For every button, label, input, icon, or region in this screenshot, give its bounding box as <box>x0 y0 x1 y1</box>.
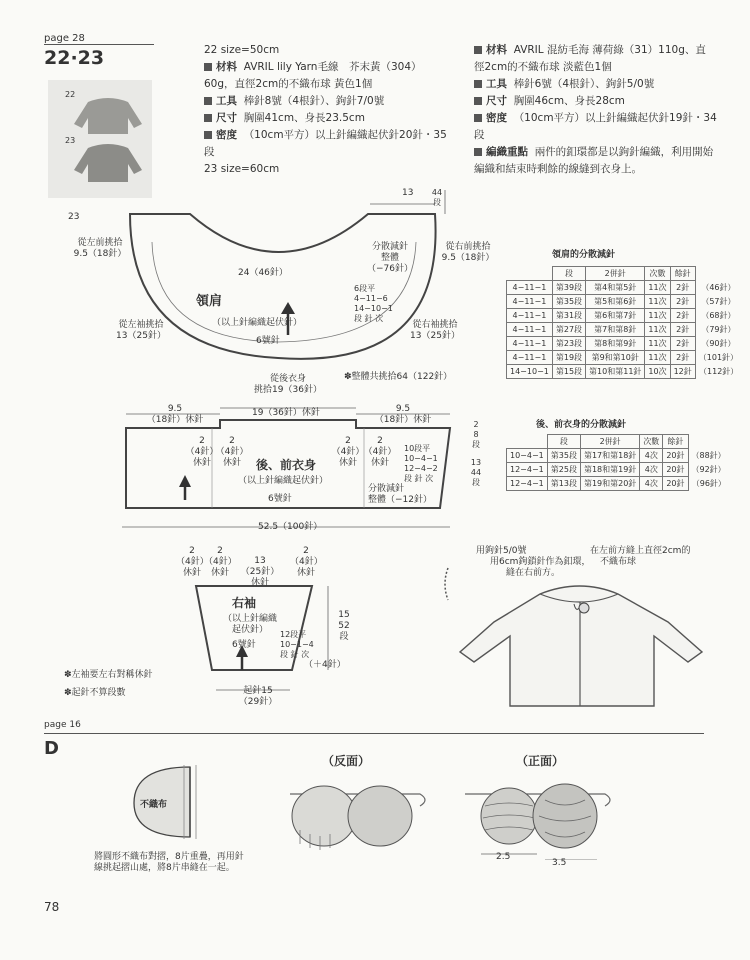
materials-right <box>474 42 736 178</box>
tool-label: 工具 <box>216 95 237 107</box>
body-notch-2: 2 （4針） 休針 <box>215 436 249 468</box>
table-yoke <box>506 266 742 379</box>
note-1: ✽左袖要左右對稱休針 <box>64 670 153 680</box>
body-mid-hold: 19（36針）休針 <box>252 408 320 418</box>
body-notch-3: 2 （4針） 休針 <box>331 436 365 468</box>
tool-text: 棒針6號（4根針）、鉤針5/0號 <box>513 78 655 90</box>
bullet-icon <box>474 148 482 156</box>
total-pick: ✽整體共挑拾64（122針） <box>344 372 453 382</box>
front-label: （正面） <box>516 754 565 768</box>
bullet-icon <box>474 80 482 88</box>
note-2: ✽起針不算段數 <box>64 688 126 698</box>
material-label: 材料 <box>486 44 507 56</box>
size22-line: 22 size=50cm <box>204 44 280 56</box>
ball-front-view <box>455 770 625 860</box>
body-dec: 分散減針 整體（−12針） <box>368 484 432 505</box>
yoke-model: 23 <box>68 212 80 222</box>
material-text2: 徑2cm的不織布球 淡藍色1個 <box>474 61 612 73</box>
thumb-label-23: 23 <box>65 136 76 145</box>
size-text: 胸圍41cm、身長23.5cm <box>243 112 365 124</box>
point-text: 兩件的釦環都是以鉤針編織，利用開始 <box>534 146 714 158</box>
right-front-pick: 從右前挑拾 9.5（18針） <box>441 242 495 263</box>
header-rule <box>44 44 154 45</box>
yoke-needle: 6號針 <box>256 336 280 346</box>
felt-label: 不織布 <box>140 800 168 810</box>
body-width: 52.5（100針） <box>258 522 323 532</box>
table-header: 段 2併針 次數 餘針 <box>507 267 742 281</box>
table-yoke-title: 領肩的分散減針 <box>552 250 616 260</box>
section-d-page-ref: page 16 <box>44 720 81 730</box>
bullet-icon <box>204 97 212 105</box>
thumb-label-22: 22 <box>65 90 76 99</box>
sleeve-top-2: 2 （4針） 休針 <box>204 546 237 578</box>
table-row: 4−11−1 第31段 第6和第7針 11次 2針 （68針） <box>507 309 742 323</box>
bullet-icon <box>204 63 212 71</box>
bullet-icon <box>474 114 482 122</box>
yoke-diagram <box>60 190 500 400</box>
gauge-text: （10cm平方）以上針編織起伏針20針・35 <box>243 129 447 141</box>
yoke-title: 領肩 <box>196 294 223 309</box>
size-label: 尺寸 <box>486 95 507 107</box>
table-row: 4−11−1 第23段 第8和第9針 11次 2針 （90針） <box>507 337 742 351</box>
size23-line: 23 size=60cm <box>204 163 280 175</box>
dim-2-5: 2.5 <box>496 852 511 862</box>
bullet-icon <box>474 97 482 105</box>
chain-loop-icon <box>445 568 448 600</box>
sleeve-increase: （＋4針） <box>304 660 346 670</box>
table-row: 4−11−1 第27段 第7和第8針 11次 2針 （79針） <box>507 323 742 337</box>
body-right-hold: 9.5 （18針）休針 <box>374 404 432 425</box>
table-row: 12−4−1 第13段 第19和第20針 4次 20針 （96針） <box>507 477 730 491</box>
table-header: 段 2併針 次數 餘針 <box>507 435 730 449</box>
size-label: 尺寸 <box>216 112 237 124</box>
section-d-instruction: 將圓形不織布對摺，8片重疊，再用針 線挑起摺山處，將8片串縫在一起。 <box>94 852 244 873</box>
right-sleeve-pick: 從右袖挑拾 13（25針） <box>410 320 460 341</box>
left-sleeve-pick: 從左袖挑拾 13（25針） <box>116 320 166 341</box>
ball-reverse-view <box>270 770 440 860</box>
body-title: 後、前衣身 <box>256 458 317 472</box>
point-label: 編織重點 <box>486 146 528 158</box>
yoke-top-dim-rows: 44 段 <box>431 188 443 207</box>
table-body-title: 後、前衣身的分散減針 <box>536 420 627 430</box>
point-text2: 編織和結束時剩餘的線縫到衣身上。 <box>474 163 642 175</box>
sleeve-cast: 起針15 （29針） <box>238 686 278 707</box>
body-needle: 6號針 <box>268 494 292 504</box>
body-notch-1: 2 （4針） 休針 <box>185 436 219 468</box>
page-ref: page 28 <box>44 33 85 44</box>
material-label: 材料 <box>216 61 237 73</box>
sleeve-top-mid: 13 （25針） 休針 <box>240 556 280 588</box>
table-row: 4−11−1 第39段 第4和第5針 11次 2針 （46針） <box>507 281 742 295</box>
section-d-rule <box>44 733 704 734</box>
sleeve-needle: 6號針 <box>232 640 256 650</box>
thumbnail-box <box>48 80 152 198</box>
sleeve-method: （以上針編織 起伏針） <box>222 614 277 635</box>
tool-text: 棒針8號（4根針）、鉤針7/0號 <box>243 95 385 107</box>
yoke-top-dim: 13 <box>402 188 414 198</box>
yoke-rows: 6段平 4−11−6 14−10−1 段 針 次 <box>354 284 393 323</box>
body-rows: 10段平 10−4−1 12−4−2 段 針 次 <box>404 444 438 483</box>
chain-note: 用鉤針5/0號 用6cm鉤鎖針作為釦環， 縫在右前方。 <box>476 546 591 578</box>
sweater-thumbnails <box>68 90 148 190</box>
section-d-letter: D <box>44 738 59 759</box>
bullet-icon <box>204 131 212 139</box>
table-row: 4−11−1 第35段 第5和第6針 11次 2針 （57針） <box>507 295 742 309</box>
ball-note: 在左前方縫上直徑2cm的 不織布球 <box>590 546 691 567</box>
sleeve-rows: 12段平 10−1−4 段 針 次 <box>280 630 314 659</box>
reverse-label: （反面） <box>322 754 371 768</box>
table-row: 14−10−1 第15段 第10和第11針 10次 12針 （112針） <box>507 365 742 379</box>
material-text: AVRIL lily Yarn毛線 芥末黃（304） <box>243 61 422 73</box>
gauge-text2: 段 <box>204 146 215 158</box>
gauge-label: 密度 <box>216 129 237 141</box>
size-text: 胸圍46cm、身長28cm <box>513 95 625 107</box>
body-method: （以上針編織起伏針） <box>238 476 329 486</box>
felt-half-circle <box>120 755 220 845</box>
page-number: 78 <box>44 900 60 914</box>
yoke-dec: 分散減針 整體 （−76針） <box>367 242 413 274</box>
back-pick: 從後衣身 挑拾19（36針） <box>254 374 322 395</box>
material-text2: 60g，直徑2cm的不織布球 黃色1個 <box>204 78 373 90</box>
felt-ball-icon <box>579 603 589 613</box>
tool-label: 工具 <box>486 78 507 90</box>
table-row: 12−4−1 第25段 第18和第19針 4次 20針 （92針） <box>507 463 730 477</box>
bullet-icon <box>204 114 212 122</box>
sweater-illustration <box>440 560 730 720</box>
gauge-text: （10cm平方）以上針編織起伏針19針・34 <box>513 112 717 124</box>
item-number: 22·23 <box>44 47 105 69</box>
yoke-method: （以上針編織起伏針） <box>212 318 303 328</box>
sleeve-top-3: 2 （4針） 休針 <box>290 546 323 578</box>
neck-width: 24（46針） <box>238 268 288 278</box>
bullet-icon <box>474 46 482 54</box>
materials-left <box>204 42 459 178</box>
sleeve-title: 右袖 <box>232 596 257 610</box>
table-body <box>506 434 730 491</box>
table-row: 4−11−1 第19段 第9和第10針 11次 2針 （101針） <box>507 351 742 365</box>
body-side-dim: 2 8 段 13 44 段 <box>470 420 482 487</box>
gauge-text2: 段 <box>474 129 485 141</box>
body-left-hold: 9.5 （18針）休針 <box>146 404 204 425</box>
body-notch-4: 2 （4針） 休針 <box>363 436 397 468</box>
sleeve-height: 15 52 段 <box>338 610 350 642</box>
material-text: AVRIL 混紡毛海 薄荷綠（31）110g、直 <box>513 44 706 56</box>
dim-3-5: 3.5 <box>552 858 567 868</box>
sleeve-top-1: 2 （4針） 休針 <box>176 546 209 578</box>
table-row: 10−4−1 第35段 第17和第18針 4次 20針 （88針） <box>507 449 730 463</box>
gauge-label: 密度 <box>486 112 507 124</box>
left-front-pick: 從左前挑拾 9.5（18針） <box>73 238 127 259</box>
